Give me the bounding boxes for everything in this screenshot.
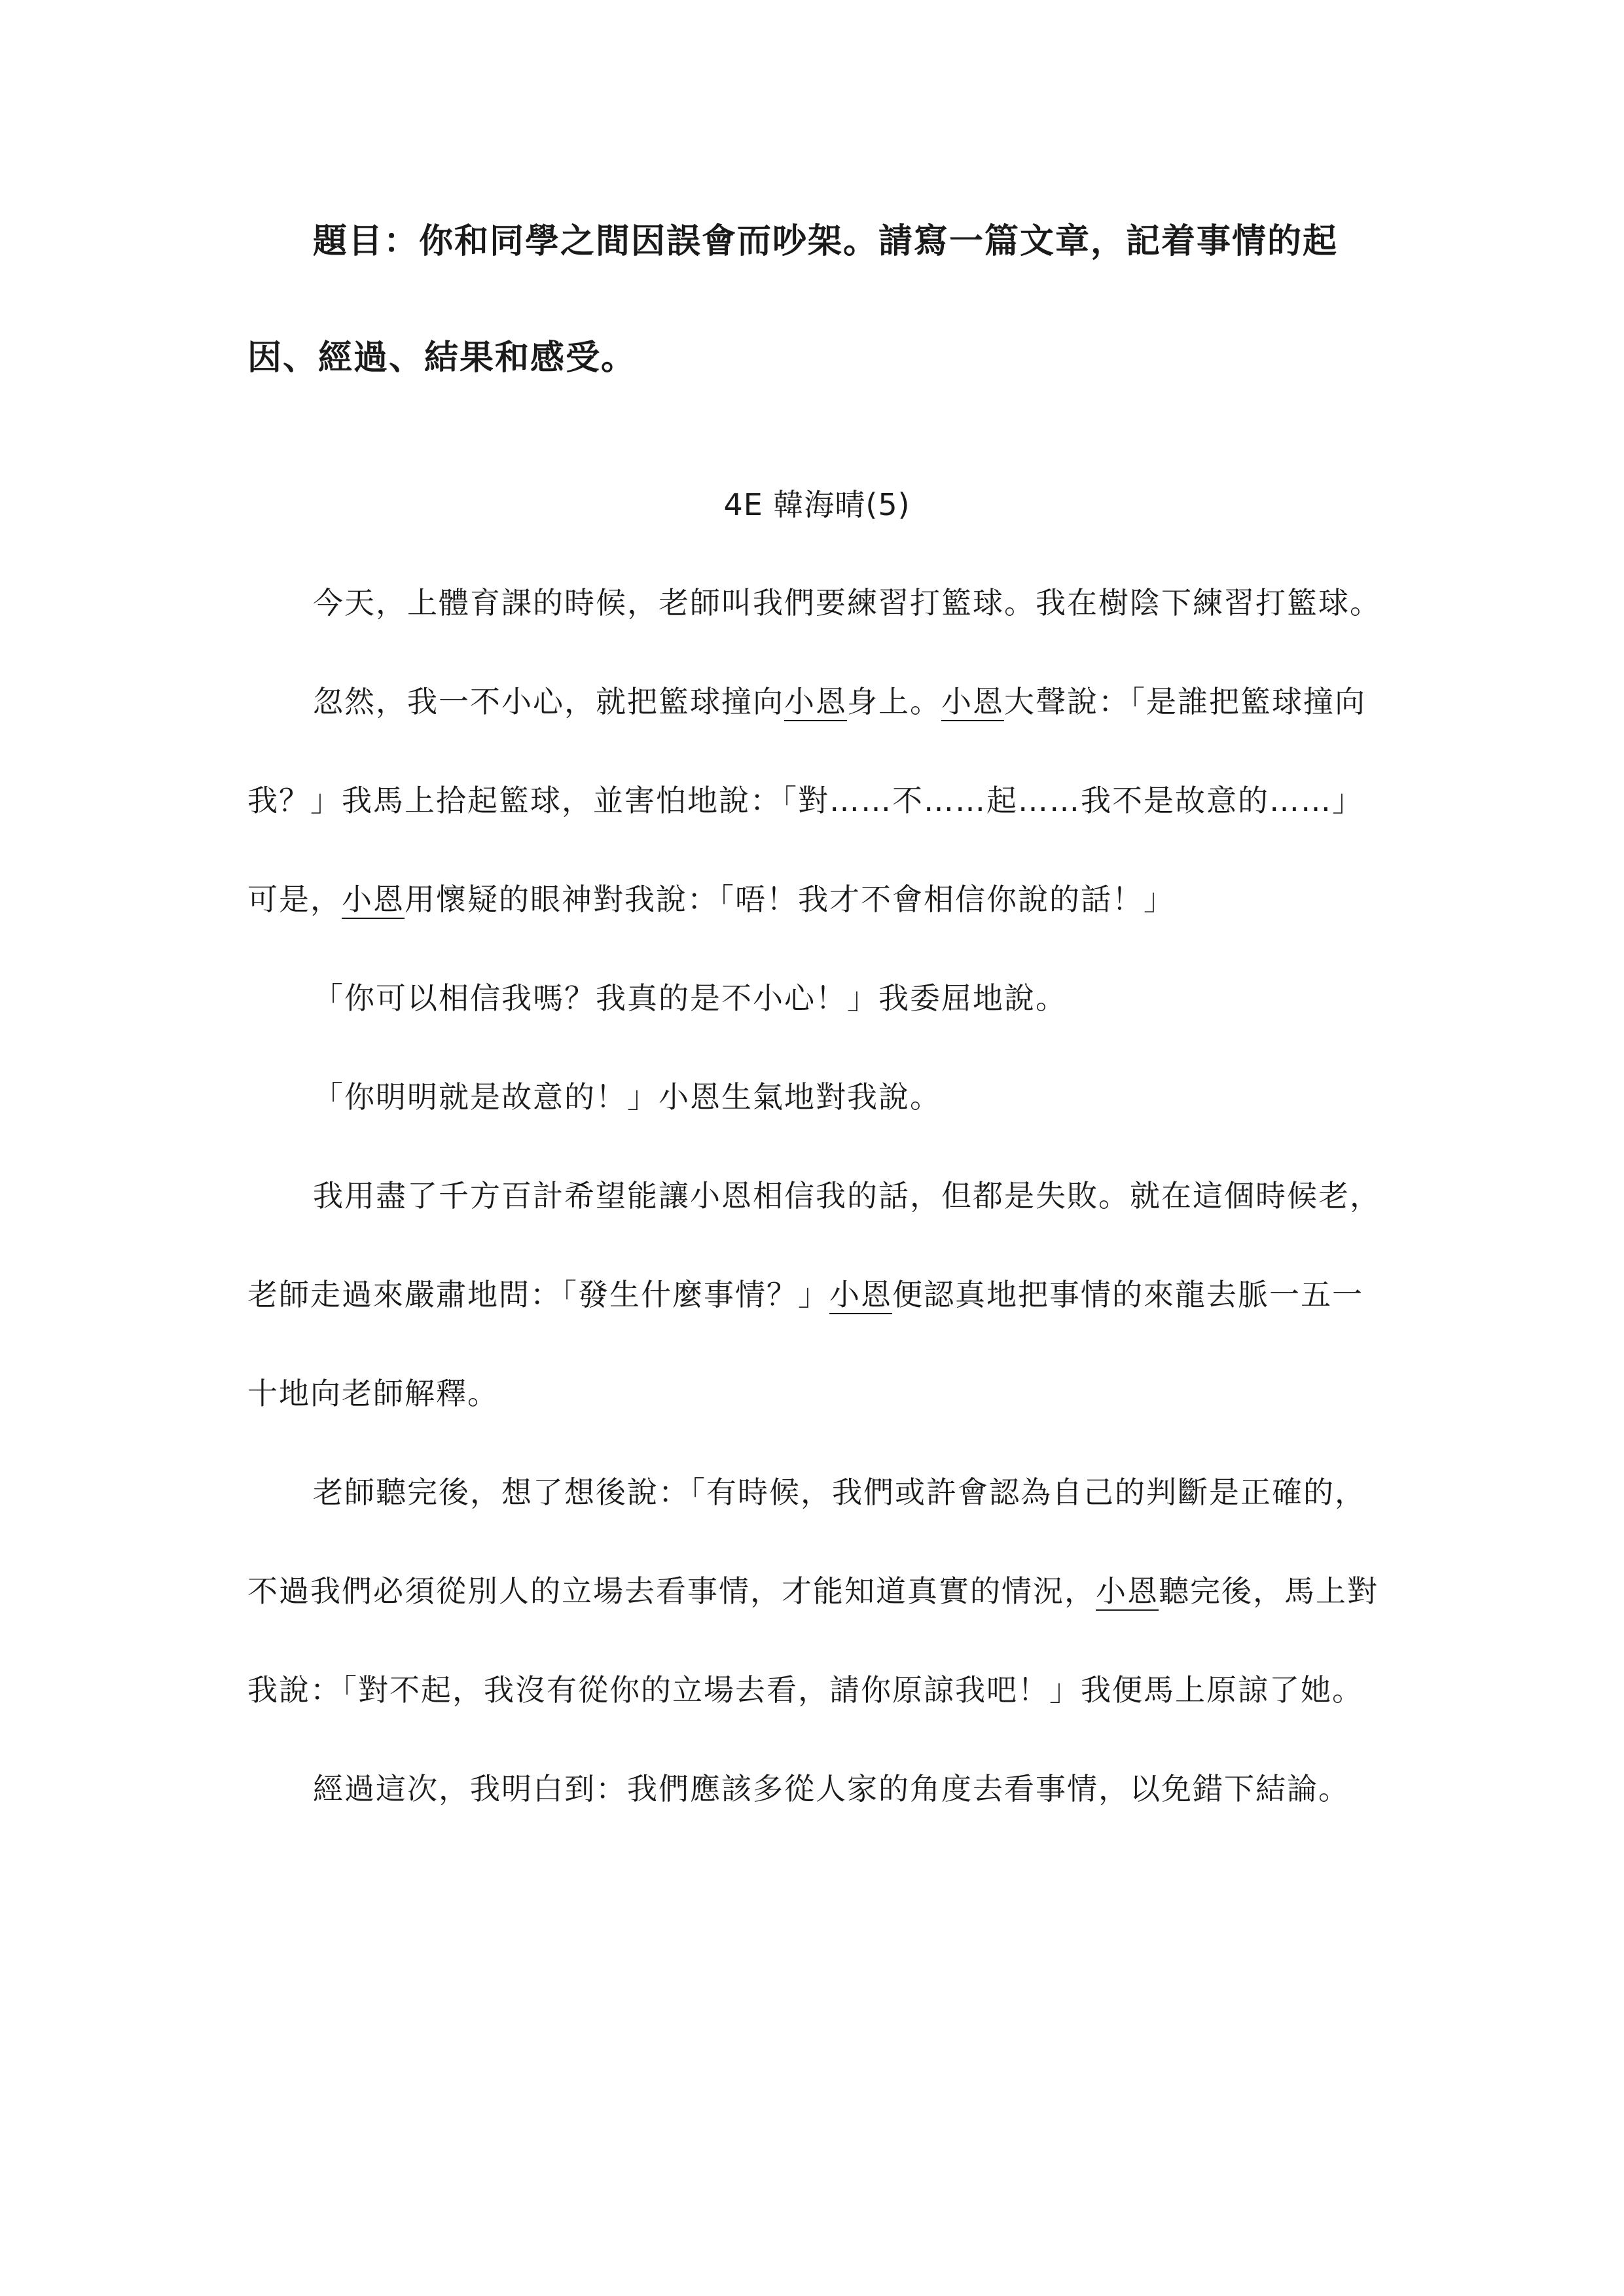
paragraph-text: 聽完後，馬上對我說：「對不起，我沒有從你的立場去看，請你原諒我吧！」我便馬上原諒了她。 [247, 1573, 1379, 1708]
paragraph [247, 949, 1386, 1048]
paragraph-text: 老師聽完後，想了想後說：「有時候，我們或許會認為自己的判斷是正確的，不過我們必須從別人的立場去看事情，才能知道真實的情況， [247, 1475, 1366, 1609]
author-line: 4E 韓海晴(5) [723, 487, 911, 522]
paragraph-text: 忽然，我一不小心，就把籃球撞向 [313, 684, 784, 719]
paragraph-text: 今天，上體育課的時候，老師叫我們要練習打籃球。我在樹陰下練習打籃球。 [313, 585, 1381, 620]
paragraph [247, 1740, 1386, 1839]
paragraph-text: 用懷疑的眼神對我說：「唔！我才不會相信你說的話！」 [405, 882, 1175, 917]
essay-prompt-title: 題目：你和同學之間因誤會而吵架。請寫一篇文章，記着事情的起因、經過、結果和感受。 [247, 222, 1339, 378]
underlined-name: 小恩 [941, 684, 1004, 719]
paragraph [247, 1147, 1386, 1443]
paragraph [247, 1048, 1386, 1147]
underlined-name: 小恩 [784, 684, 847, 719]
paragraph-text: 我用盡了千方百計希望能讓小恩相信我的話，但都是失敗。就在這個時候老，老師走過來嚴肅地問：「發生什麼事情？」 [247, 1178, 1381, 1312]
paragraph-text: 便認真地把事情的來龍去脈一五一十地向老師解釋。 [247, 1277, 1363, 1411]
paragraph-text: 「你可以相信我嗎？我真的是不小心！」我委屈地說。 [313, 980, 1067, 1016]
paragraph [247, 653, 1386, 949]
paragraph-text: 身上。 [847, 684, 941, 719]
underlined-name: 小恩 [342, 882, 405, 917]
paragraph [247, 1443, 1386, 1740]
underlined-name: 小恩 [1096, 1573, 1159, 1609]
paragraph [247, 554, 1386, 653]
underlined-name: 小恩 [829, 1277, 892, 1312]
paragraph-text: 大聲說：「是誰把籃球撞向我？」我馬上拾起籃球，並害怕地說：「對……不……起……我不是故意的……」可是， [247, 684, 1366, 917]
paragraph-text: 經過這次，我明白到：我們應該多從人家的角度去看事情，以免錯下結論。 [313, 1771, 1350, 1806]
paragraph-text: 「你明明就是故意的！」小恩生氣地對我說。 [313, 1079, 941, 1115]
document-body [247, 216, 1386, 1839]
